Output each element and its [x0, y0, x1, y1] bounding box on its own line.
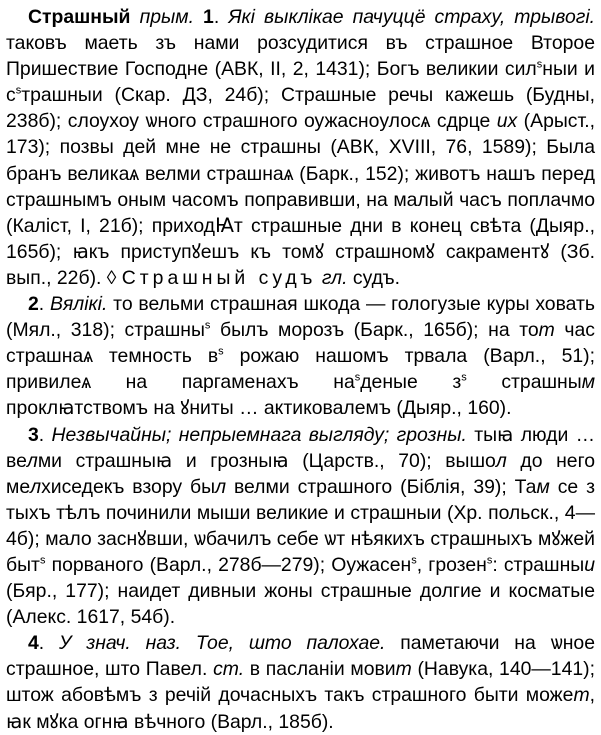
superscript-letter: s	[461, 371, 467, 384]
italic-text: прым.	[139, 6, 194, 28]
body-text: проклꙗтствомъ на ꙋниты … актиковалемъ (Дыяр., 160).	[6, 397, 512, 420]
body-text: тыꙗ люди … ве	[6, 423, 595, 472]
body-text: .	[38, 293, 50, 316]
superscript-letter: s	[218, 345, 224, 358]
body-text: .	[213, 6, 229, 28]
italic-text: л	[30, 475, 42, 498]
superscript-letter: s	[39, 554, 46, 567]
body-text: деные з	[360, 371, 462, 394]
bold-text: 3	[28, 423, 39, 446]
italic-text: Вялікі.	[49, 293, 108, 316]
italic-text: Незвычайны; непрыемнага выгляду; грозны.	[51, 423, 467, 446]
italic-text: т	[573, 684, 590, 707]
sense-paragraph-4	[6, 630, 595, 734]
body-text: судъ.	[347, 266, 401, 289]
body-text: : страшны	[492, 553, 585, 576]
bold-text: Страшный	[28, 6, 131, 28]
spaced-phrase: Страшный судъ	[121, 266, 317, 289]
body-text: былъ морозъ (Барк., 165б); на то	[210, 319, 539, 342]
body-text: .	[38, 423, 52, 446]
italic-text: У знач. наз. Тое, што палохае.	[59, 632, 386, 655]
superscript-letter: s	[354, 371, 361, 384]
superscript-letter: s	[204, 319, 211, 332]
superscript-letter: s	[536, 58, 543, 71]
italic-text: их	[496, 110, 518, 133]
body-text: до него ме	[6, 449, 596, 498]
italic-text: м	[581, 371, 595, 394]
italic-text: Які выклікае пачуццё страху, трывогі.	[228, 6, 596, 28]
body-text: ныи и с	[6, 58, 595, 107]
body-text: велми страшного (Біблія, 39); Та	[226, 475, 537, 498]
body-text	[130, 6, 139, 28]
bold-text: 1	[203, 6, 214, 28]
body-text: таковъ маеть зъ нами розсудитися въ страшное Второе Пришествие Господне (АВК, II, 2, 1431); Богъ великии сил	[6, 32, 595, 81]
body-text: паметаючи на ѡное страшное, што Павел.	[6, 632, 595, 681]
superscript-letter: s	[411, 554, 417, 567]
body-text: (Навука, 140—141); штож абовѣмъ з речій дочасныхъ такъ страшного быти може	[6, 658, 595, 707]
bold-text: 2	[28, 293, 39, 316]
italic-text: м	[536, 475, 550, 498]
body-text: (Бяр., 177); наидет дивныи жоны страшные долгие и косматые (Алекс. 1617, 54б).	[6, 580, 595, 629]
body-text: ми страшныꙗ и грозныꙗ (Царств., 70); вышо	[37, 449, 496, 472]
body-text: хиседекъ взору бы	[41, 475, 216, 498]
body-text: порваного (Варл., 278б—279); Оужасен	[45, 553, 412, 576]
body-text: трашныи (Скар. ДЗ, 24б); Страшные речы кажешь (Будны, 238б); слоухоу ѡного страшного оужаснoулосѧ сдрце	[6, 84, 595, 133]
body-text: .	[38, 632, 59, 655]
sense-paragraph-3	[6, 422, 595, 631]
body-text: , грозен	[416, 553, 487, 576]
sense-paragraph-2	[6, 291, 595, 421]
superscript-letter: s	[486, 554, 493, 567]
italic-text: т	[395, 658, 412, 681]
body-text: в пасланіи мови	[244, 658, 396, 681]
italic-text: и	[584, 553, 596, 576]
sense-paragraph-1	[6, 4, 595, 291]
body-text: страшны	[466, 371, 582, 394]
superscript-letter: s	[15, 84, 22, 97]
body-text: , ꙗк мꙋка огнꙗ вѣчного (Варл., 185б).	[6, 684, 595, 733]
italic-text: л	[215, 475, 227, 498]
italic-text: т	[538, 319, 555, 342]
body-text: (Арыст., 173); позвы дей мне не страшны (АВК, XVIII, 76, 1589); Была бранъ великаѧ велми страшнаѧ (Барк., 152); животъ нашъ перед страшнымъ оным часомъ поправивши, на малый часъ поплачмо (Каліст, I, 21б); приходꙖт страшные дни в конец свѣта (Дыяр., 165б); ꙗкъ приступꙋешъ къ томꙋ страшномꙋ сакраментꙋ (Зб. вып., 22б). ◊	[6, 110, 595, 289]
italic-text: ст.	[213, 658, 245, 681]
body-text: се з тыхъ тѣлъ починили мыши великие и страшныи (Хр. польск., 4—4б); мало заснꙋвши, ѡбачилъ себе ѡт нѣякихъ страшныхъ мꙋжей быт	[6, 475, 595, 576]
italic-text: л	[26, 449, 38, 472]
body-text: рожаю нашомъ трвала (Варл., 51); привилеѧ на паргаменахъ на	[6, 345, 595, 394]
bold-text: 4	[28, 632, 39, 655]
italic-text: гл.	[321, 266, 348, 289]
italic-text: л	[495, 449, 507, 472]
body-text	[194, 6, 203, 28]
body-text: то вельми страшная шкода — гологузые куры ховать (Мял., 318); страшны	[6, 293, 596, 342]
body-text: час страшнаѧ темность в	[6, 319, 595, 368]
